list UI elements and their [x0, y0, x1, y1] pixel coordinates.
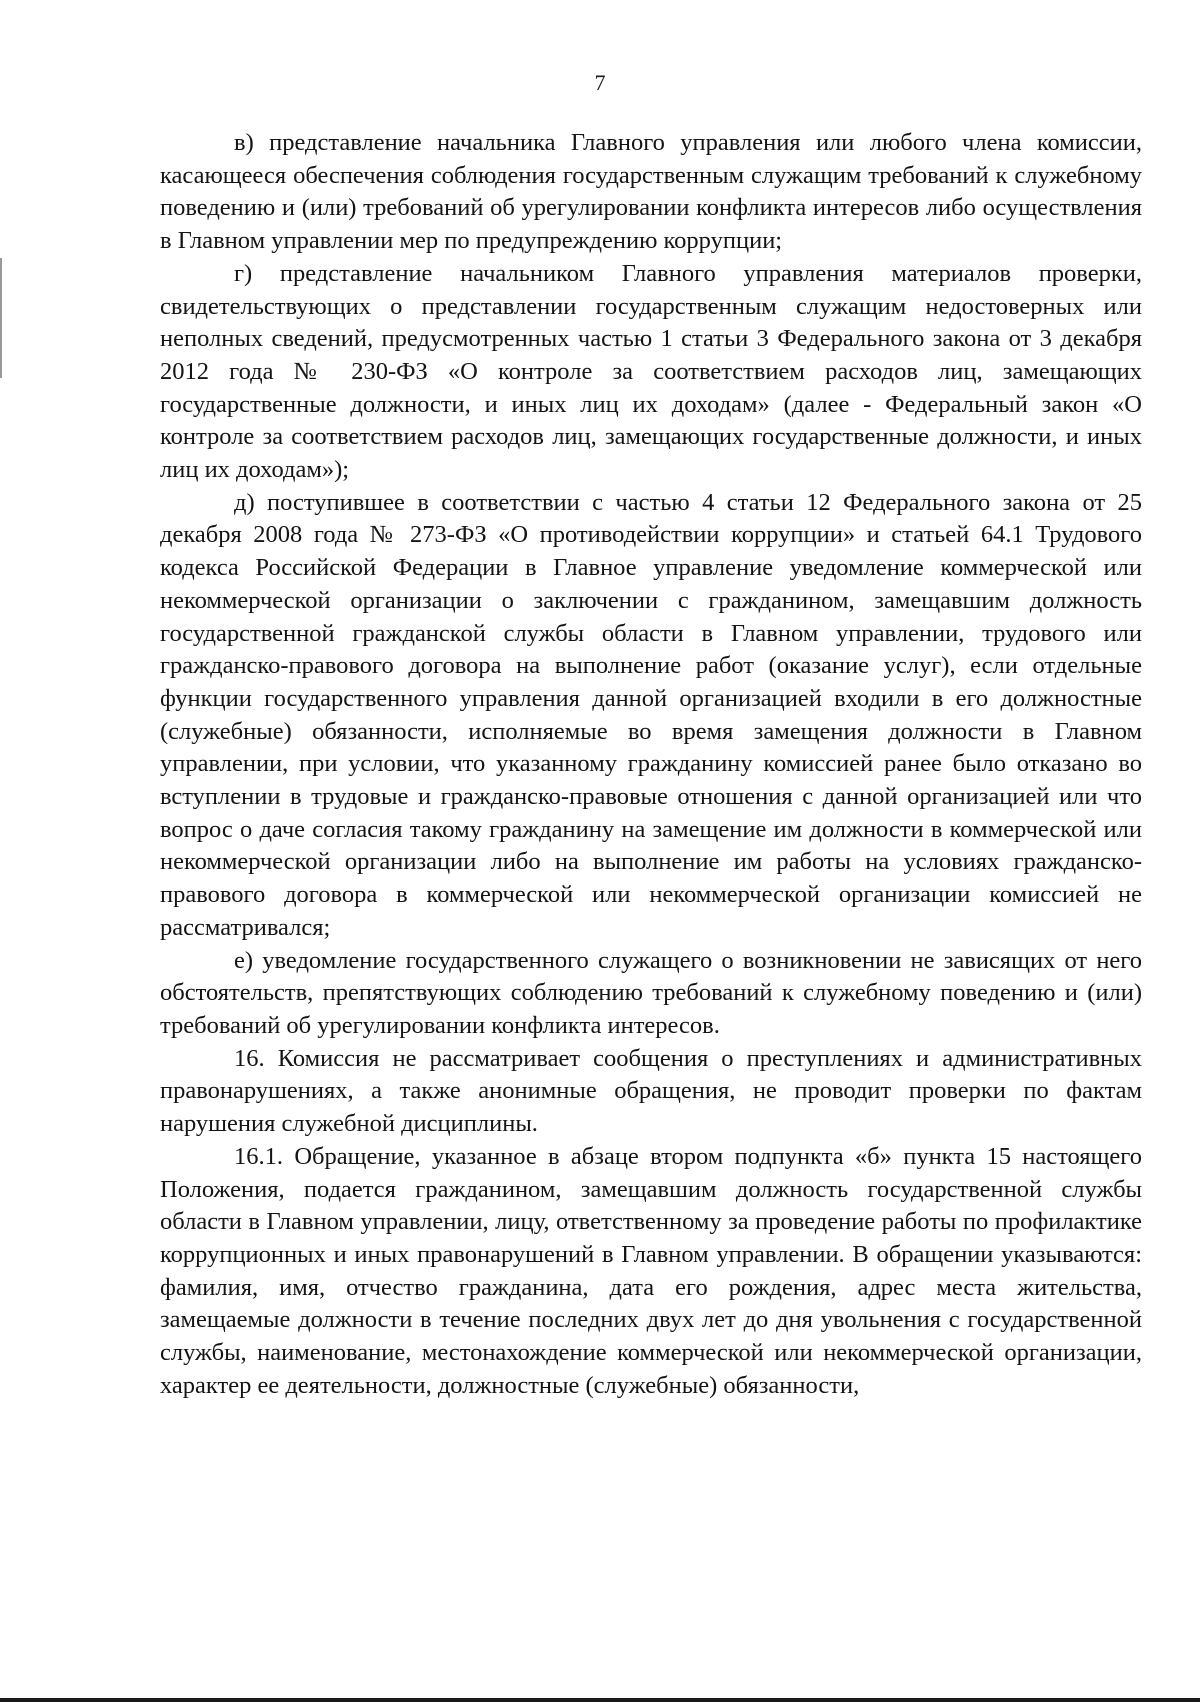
document-body [160, 127, 1142, 1402]
page-number: 7 [594, 70, 606, 95]
paragraph-item-g: г) представление начальником Главного управления материалов проверки, свидетельствующих о представлении государственным служащим недостоверных или неполных сведений, предусмотренных частью 1 статьи 3 Федерального закона от 3 декабря 2012 года № 230-ФЗ «О контроле за соответствием расходов лиц, замещающих государственные должности, и иных лиц их доходам» (далее - Федеральный закон «О контроле за соответствием расходов лиц, замещающих государственные должности, и иных лиц их доходам»); [160, 259, 1142, 484]
paragraph-item-e: е) уведомление государственного служащего о возникновении не зависящих от него обстоятельств, препятствующих соблюдению требований к служебному поведению и (или) требований об урегулировании конфликта интересов. [160, 946, 1142, 1039]
paragraph-item-d: д) поступившее в соответствии с частью 4 статьи 12 Федерального закона от 25 декабря 2008 года № 273-ФЗ «О противодействии коррупции» и статьей 64.1 Трудового кодекса Российской Федерации в Главное управление уведомление коммерческой или некоммерческой организации о заключении с гражданином, замещавшим должность государственной гражданской службы области в Главном управлении, трудового или гражданско-правового договора на выполнение работ (оказание услуг), если отдельные функции государственного управления данной организацией входили в его должностные (служебные) обязанности, исполняемые во время замещения должности в Главном управлении, при условии, что указанному гражданину комиссией ранее было отказано во вступлении в трудовые и гражданско-правовые отношения с данной организацией или что вопрос о даче согласия такому гражданину на замещение им должности в коммерческой или некоммерческой организации либо на выполнение им работы на условиях гражданско-правового договора в коммерческой или некоммерческой организации комиссией не рассматривался; [160, 488, 1142, 941]
scan-bottom-edge [0, 1698, 1200, 1702]
paragraph-item-v: в) представление начальника Главного управления или любого члена комиссии, касающееся обеспечения соблюдения государственным служащим требований к служебному поведению и (или) требований об урегулировании конфликта интересов либо осуществления в Главном управлении мер по предупреждению коррупции; [160, 129, 1142, 255]
paragraph-clause-16: 16. Комиссия не рассматривает сообщения о преступлениях и административных правонарушениях, а также анонимные обращения, не проводит проверки по фактам нарушения служебной дисциплины. [160, 1044, 1142, 1138]
paragraph-clause-16-1: 16.1. Обращение, указанное в абзаце втором подпункта «б» пункта 15 настоящего Положения, подается гражданином, замещавшим должность государственной службы области в Главном управлении, лицу, ответственному за проведение работы по профилактике коррупционных и иных правонарушений в Главном управлении. В обращении указываются: фамилия, имя, отчество гражданина, дата его рождения, адрес места жительства, замещаемые должности в течение последних двух лет до дня увольнения с государственной службы, наименование, местонахождение коммерческой или некоммерческой организации, характер ее деятельности, должностные (служебные) обязанности, [160, 1142, 1142, 1399]
scan-edge-mark [0, 258, 2, 378]
